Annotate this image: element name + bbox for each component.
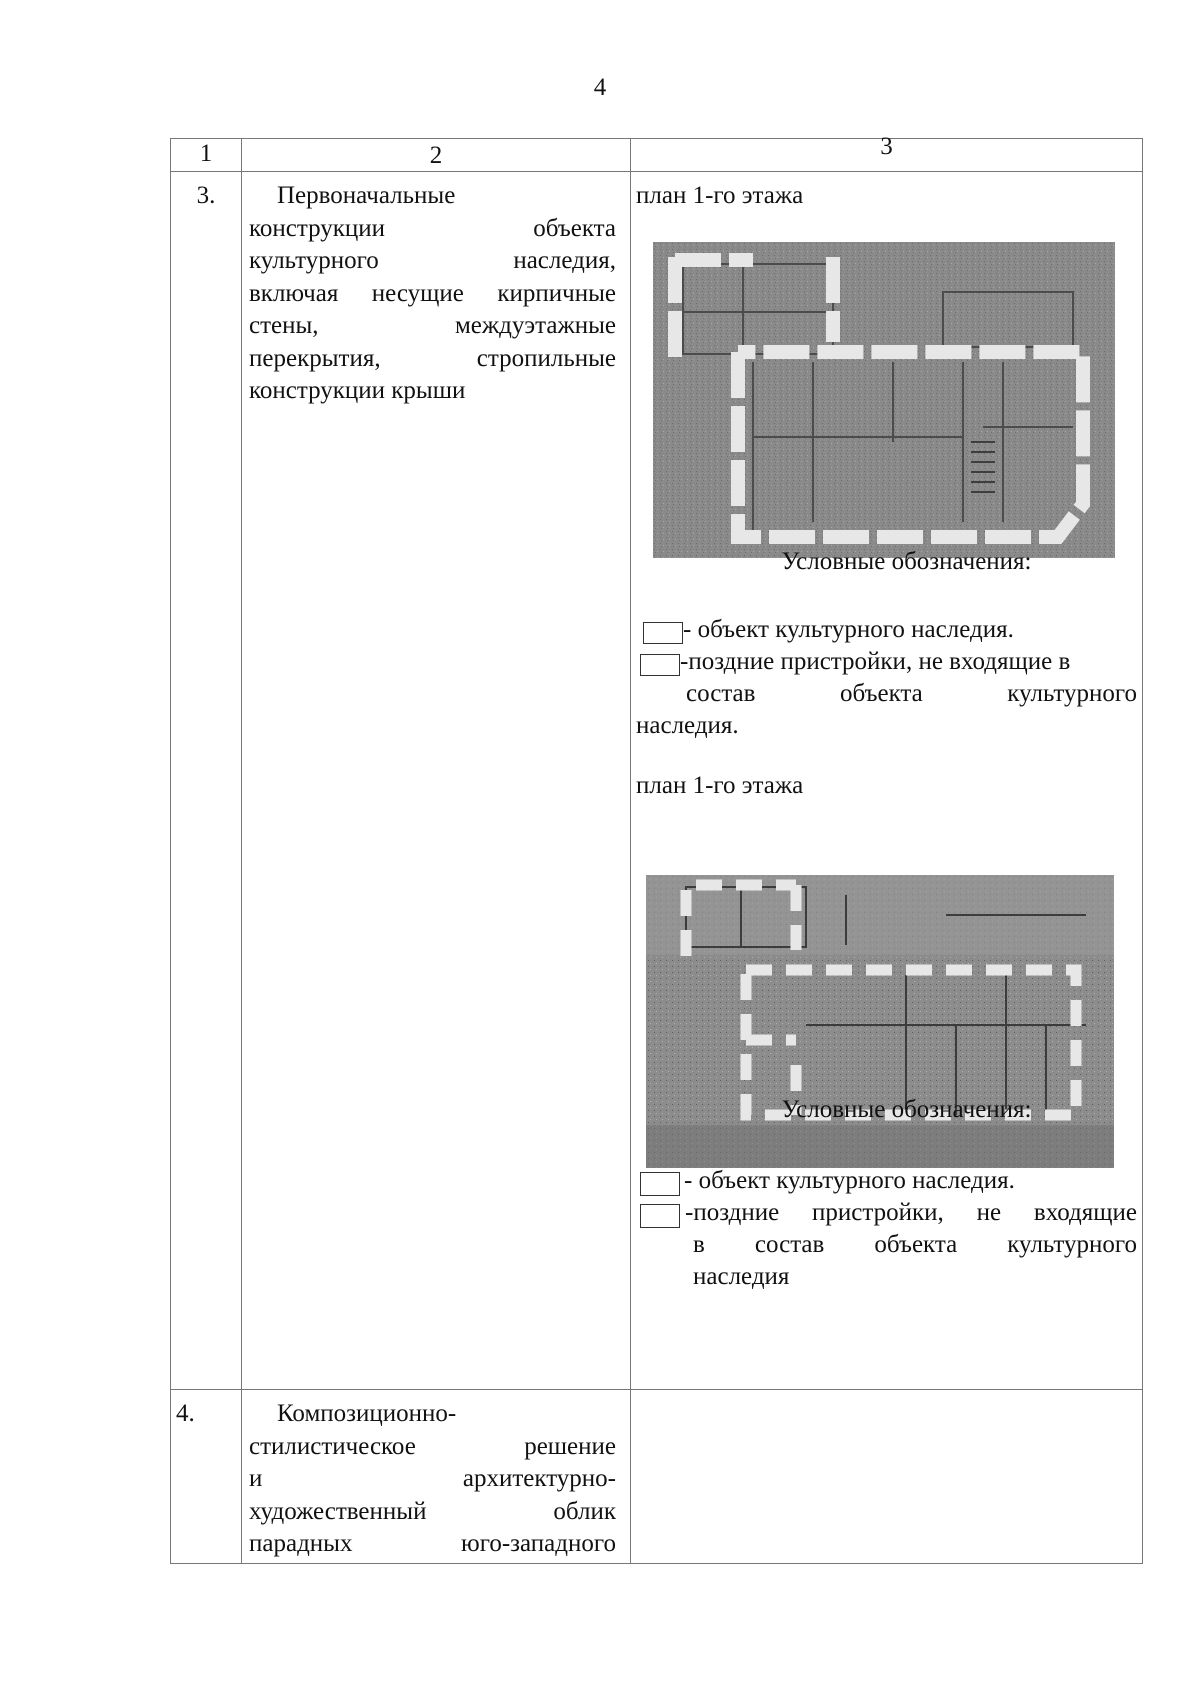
- row3-desc-line: перекрытия, стропильные: [249, 344, 616, 372]
- row3-desc-line: Первоначальные: [277, 182, 456, 209]
- plan2-legend-item2-line3: наследия: [693, 1263, 790, 1290]
- page-number: 4: [593, 74, 607, 101]
- row3-number: 3.: [196, 182, 216, 209]
- row-divider-rule: [170, 1389, 1143, 1390]
- late-annex-swatch-icon: [640, 1204, 680, 1228]
- plan1-floor-plan-image: [653, 242, 1115, 558]
- row3-desc-line: конструкции крыши: [249, 377, 466, 404]
- plan1-legend-item2-line3: наследия.: [636, 712, 739, 739]
- col1-rule: [241, 138, 242, 1564]
- row4-description: [249, 1398, 616, 1561]
- plan2-caption: план 1-го этажа: [636, 772, 804, 799]
- table-left-rule: [170, 138, 171, 1564]
- row3-desc-line: культурного наследия,: [249, 247, 616, 274]
- row3-desc-line: стены, междуэтажные: [249, 312, 616, 339]
- row4-desc-line: и архитектурно-: [249, 1465, 616, 1492]
- row4-desc-line: художественный облик: [249, 1497, 616, 1525]
- row4-desc-line: стилистическое решение: [249, 1432, 616, 1460]
- heritage-swatch-icon: [643, 622, 683, 644]
- plan1-legend-item2-line1: -поздние пристройки, не входящие в: [680, 648, 1071, 675]
- header-col-1: 1: [199, 140, 213, 167]
- row4-number: 4.: [176, 1400, 195, 1427]
- plan1-caption: план 1-го этажа: [636, 182, 804, 209]
- header-col-3: 3: [880, 133, 893, 160]
- plan1-legend-item1: - объект культурного наследия.: [683, 616, 1014, 643]
- row3-desc-line: конструкции объекта: [249, 214, 616, 242]
- plan2-legend-item2-line2: в состав объекта культурного: [693, 1231, 1137, 1258]
- heritage-table: [170, 133, 1143, 1564]
- col2-rule: [630, 138, 631, 1564]
- header-col-2: 2: [429, 142, 443, 169]
- plan2-legend-item1: - объект культурного наследия.: [684, 1167, 1015, 1194]
- row4-desc-line: Композиционно-: [277, 1400, 457, 1427]
- plan1-legend-item2-line2: состав объекта культурного: [686, 680, 1137, 707]
- plan1-legend-title: Условные обозначения:: [781, 548, 1032, 575]
- plan2-legend-title: Условные обозначения:: [781, 1096, 1032, 1123]
- row4-desc-line: парадных юго-западного: [249, 1530, 616, 1557]
- heritage-swatch-icon: [640, 1172, 680, 1196]
- row3-desc-line: включая несущие кирпичные: [249, 279, 616, 307]
- table-right-rule: [1142, 138, 1143, 1564]
- late-annex-swatch-icon: [640, 654, 680, 676]
- plan2-legend-item2-line1: -поздние пристройки, не входящие: [685, 1199, 1137, 1226]
- table-bottom-rule: [170, 1563, 1143, 1564]
- row3-description: [249, 180, 616, 408]
